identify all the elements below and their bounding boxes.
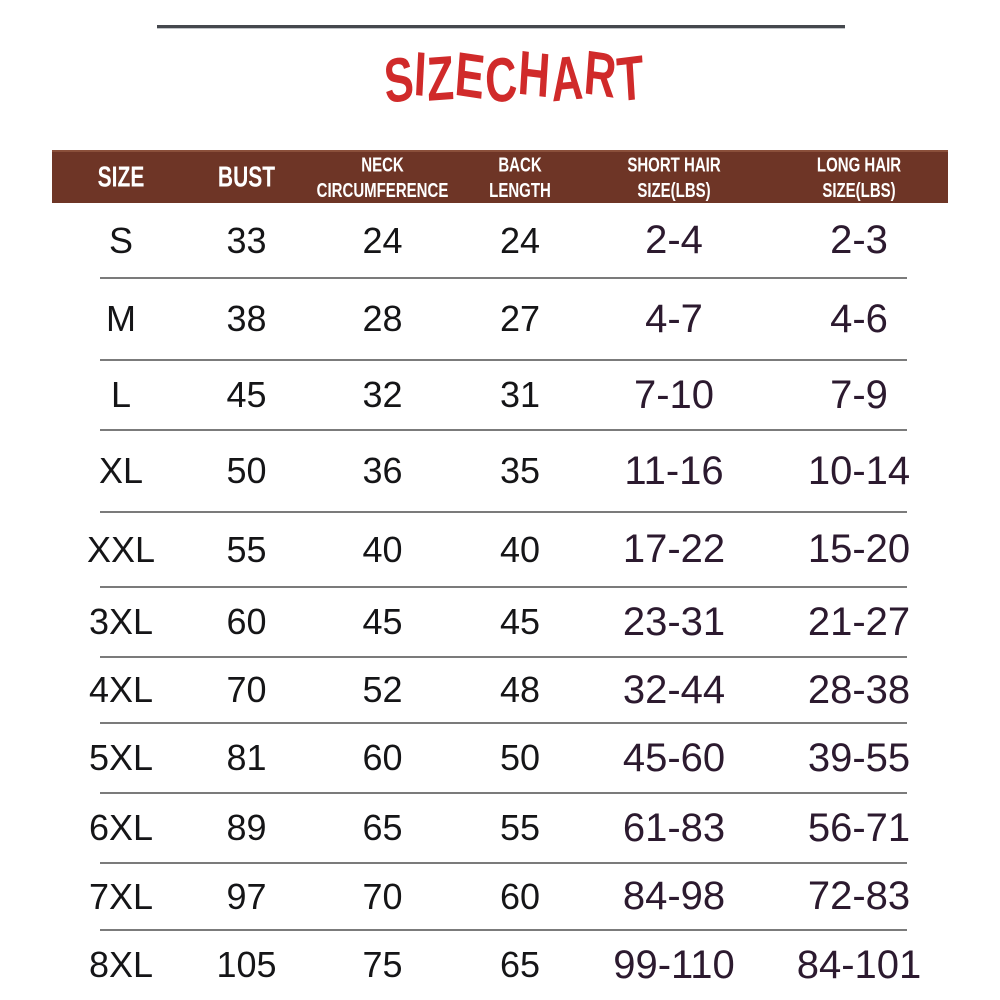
cell-8xl-short_hair: 99-110 <box>613 942 735 987</box>
header-label-line: CIRCUMFERENCE <box>316 178 449 202</box>
header-cell-bust <box>190 143 303 212</box>
cell-7xl-long_hair: 72-83 <box>807 874 911 918</box>
cell-8xl-back: 65 <box>499 944 541 985</box>
cell-xxl-long_hair: 15-20 <box>807 527 911 571</box>
cell-xxl-neck: 40 <box>362 528 403 570</box>
cell-3xl-short_hair: 23-31 <box>622 599 726 644</box>
cell-xl-long_hair: 10-14 <box>807 448 911 493</box>
table-row-6xl <box>52 793 948 863</box>
cell-5xl-short_hair: 45-60 <box>622 735 726 780</box>
cell-xxl-short_hair: 17-22 <box>622 527 726 571</box>
table-row-s <box>52 203 948 278</box>
cell-s-neck: 24 <box>362 219 403 261</box>
cell-7xl-back: 60 <box>499 875 541 917</box>
cell-m-long_hair: 4-6 <box>830 296 888 341</box>
cell-5xl-size: 5XL <box>88 737 154 778</box>
cell-l-size: L <box>110 374 132 415</box>
table-row-m <box>52 278 948 360</box>
header-label-line: SIZE(LBS) <box>822 178 896 202</box>
cell-5xl-neck: 60 <box>362 737 403 778</box>
title-letter: T <box>614 42 647 116</box>
cell-3xl-neck: 45 <box>362 601 403 642</box>
cell-5xl-back: 50 <box>499 737 541 778</box>
cell-8xl-neck: 75 <box>362 944 403 985</box>
cell-8xl-long_hair: 84-101 <box>796 942 922 987</box>
cell-s-size: S <box>108 219 133 261</box>
table-row-xxl <box>52 512 948 587</box>
cell-6xl-back: 55 <box>499 807 541 848</box>
title-letter: E <box>452 39 489 114</box>
cell-7xl-short_hair: 84-98 <box>622 874 726 918</box>
title-letter: R <box>581 38 620 113</box>
table-row-4xl <box>52 657 948 723</box>
title-letter: A <box>549 42 586 116</box>
cell-m-size: M <box>106 298 136 339</box>
header-label-line: SIZE <box>97 161 145 194</box>
table-row-8xl <box>52 930 948 1000</box>
cell-3xl-back: 45 <box>499 601 541 642</box>
title-letter: Z <box>425 43 457 116</box>
header-cell-long_hair <box>770 143 948 212</box>
table-row-l <box>52 360 948 430</box>
cell-xxl-size: XXL <box>86 528 156 570</box>
cell-4xl-bust: 70 <box>226 669 267 710</box>
cell-s-back: 24 <box>499 219 541 261</box>
header-label-line: NECK <box>361 153 404 177</box>
header-cell-short_hair <box>578 143 770 212</box>
cell-5xl-long_hair: 39-55 <box>807 735 911 780</box>
cell-m-short_hair: 4-7 <box>645 296 703 341</box>
header-label-line: LONG HAIR <box>816 153 902 177</box>
cell-xxl-bust: 55 <box>226 528 267 570</box>
cell-7xl-size: 7XL <box>88 875 154 917</box>
title-letter: C <box>483 44 521 118</box>
cell-7xl-bust: 97 <box>226 875 267 917</box>
cell-4xl-short_hair: 32-44 <box>622 667 726 712</box>
header-label-line: SIZE(LBS) <box>637 178 711 202</box>
cell-m-bust: 38 <box>226 298 267 339</box>
cell-xl-short_hair: 11-16 <box>624 448 724 493</box>
cell-xl-neck: 36 <box>362 450 403 491</box>
cell-4xl-back: 48 <box>499 669 541 710</box>
cell-3xl-size: 3XL <box>88 601 154 642</box>
cell-6xl-short_hair: 61-83 <box>622 805 726 850</box>
top-divider-line <box>157 25 845 28</box>
size-table <box>52 150 948 1000</box>
cell-3xl-long_hair: 21-27 <box>807 599 911 644</box>
cell-l-neck: 32 <box>362 374 403 415</box>
cell-6xl-size: 6XL <box>88 807 154 848</box>
cell-8xl-size: 8XL <box>88 944 154 985</box>
cell-m-back: 27 <box>499 298 541 339</box>
title-letter: H <box>516 38 554 112</box>
header-label-line: BUST <box>217 161 276 194</box>
cell-4xl-long_hair: 28-38 <box>807 667 911 712</box>
cell-4xl-neck: 52 <box>362 669 403 710</box>
cell-5xl-bust: 81 <box>226 737 267 778</box>
cell-6xl-bust: 89 <box>226 807 267 848</box>
cell-m-neck: 28 <box>362 298 403 339</box>
cell-4xl-size: 4XL <box>88 669 154 710</box>
cell-l-back: 31 <box>499 374 541 415</box>
cell-xl-back: 35 <box>499 450 541 491</box>
cell-s-bust: 33 <box>226 219 267 261</box>
cell-l-short_hair: 7-10 <box>633 372 715 417</box>
header-label-line: SHORT HAIR <box>627 153 721 177</box>
title-letter: I <box>412 39 430 111</box>
header-cell-back <box>462 143 578 212</box>
table-header-row <box>52 150 948 203</box>
page-title <box>14 37 1000 122</box>
header-cell-neck <box>303 143 462 212</box>
cell-3xl-bust: 60 <box>226 601 267 642</box>
header-label-line: LENGTH <box>489 178 551 202</box>
table-row-7xl <box>52 863 948 930</box>
table-row-xl <box>52 430 948 512</box>
cell-xl-size: XL <box>98 450 144 491</box>
cell-s-long_hair: 2-3 <box>830 218 888 262</box>
table-body <box>52 203 948 1000</box>
cell-6xl-neck: 65 <box>362 807 403 848</box>
cell-6xl-long_hair: 56-71 <box>807 805 911 850</box>
table-row-5xl <box>52 723 948 793</box>
cell-xxl-back: 40 <box>499 528 541 570</box>
cell-l-long_hair: 7-9 <box>830 372 888 417</box>
title-letter: S <box>381 43 417 118</box>
header-label-line: BACK <box>498 153 542 177</box>
table-row-3xl <box>52 587 948 657</box>
cell-l-bust: 45 <box>226 374 267 415</box>
cell-xl-bust: 50 <box>226 450 267 491</box>
cell-7xl-neck: 70 <box>362 875 403 917</box>
cell-8xl-bust: 105 <box>216 944 277 985</box>
header-cell-size <box>52 143 190 212</box>
cell-s-short_hair: 2-4 <box>645 218 703 262</box>
